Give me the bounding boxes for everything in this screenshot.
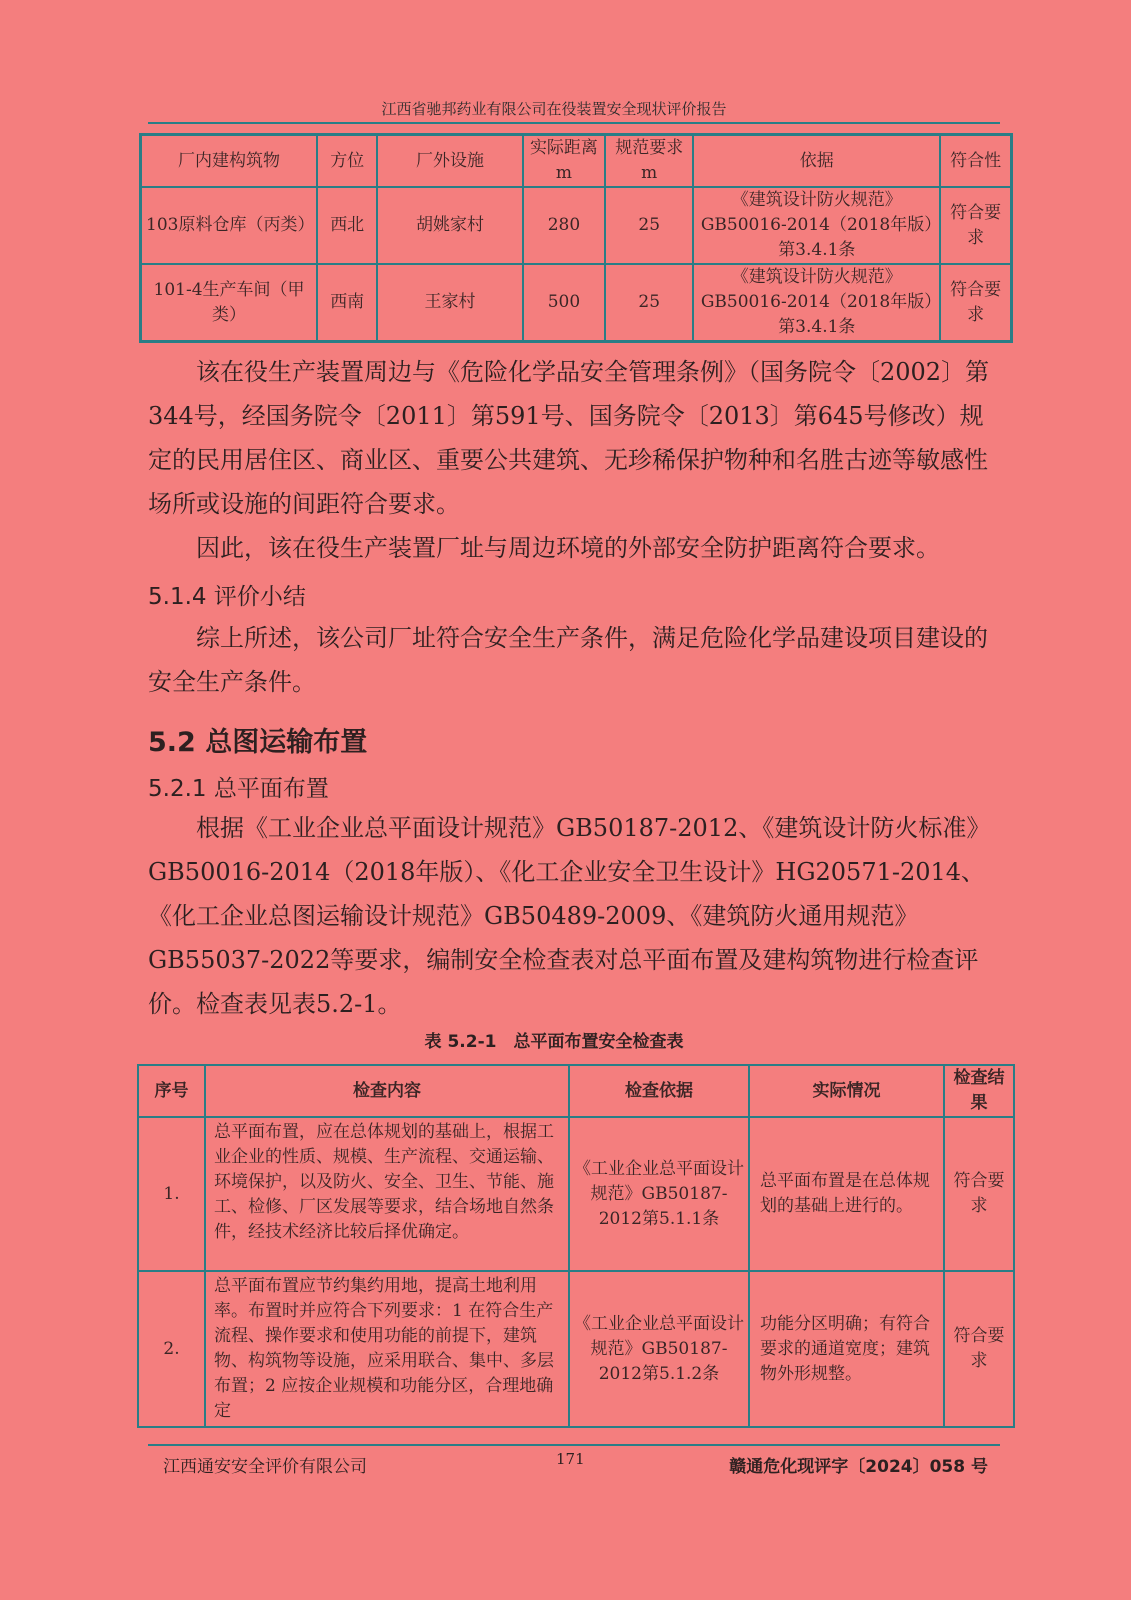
- cell-building: 103原料仓库（丙类）: [141, 187, 318, 264]
- col-header-no: 序号: [138, 1065, 205, 1117]
- col-header-building: 厂内建构筑物: [141, 135, 318, 188]
- header-divider: [148, 122, 1000, 124]
- check-table-header: [138, 1065, 1014, 1117]
- cell-result: 符合要求: [940, 187, 1011, 264]
- cell-basis: 《工业企业总平面设计规范》GB50187-2012第5.1.1条: [569, 1117, 749, 1271]
- cell-actual: 500: [523, 264, 605, 342]
- cell-basis: 《建筑设计防火规范》GB50016-2014（2018年版）第3.4.1条: [693, 187, 940, 264]
- col-header-content: 检查内容: [205, 1065, 569, 1117]
- footer-company: 江西通安安全评价有限公司: [163, 1457, 367, 1477]
- col-header-facility: 厂外设施: [377, 135, 523, 188]
- body-section-2: [148, 616, 1004, 704]
- paragraph: 综上所述，该公司厂址符合安全生产条件，满足危险化学品建设项目建设的安全生产条件。: [148, 624, 988, 696]
- cell-no: 2.: [138, 1271, 205, 1427]
- cell-situation: 功能分区明确；有符合要求的通道宽度；建筑物外形规整。: [749, 1271, 944, 1427]
- footer-document-number: 赣通危化现评字〔2024〕058 号: [729, 1457, 988, 1477]
- col-header-required-distance: 规范要求m: [605, 135, 693, 188]
- cell-content: 总平面布置应节约集约用地，提高土地利用率。布置时并应符合下列要求：1 在符合生产流程、操作要求和使用功能的前提下，建筑物、构筑物等设施，应采用联合、集中、多层布置；2 应按企业规模和功能分区，合理地确定: [205, 1271, 569, 1427]
- page-number: 171: [556, 1450, 585, 1468]
- cell-required: 25: [605, 264, 693, 342]
- cell-basis: 《建筑设计防火规范》GB50016-2014（2018年版）第3.4.1条: [693, 264, 940, 342]
- cell-actual: 280: [523, 187, 605, 264]
- cell-result: 符合要求: [944, 1271, 1014, 1427]
- cell-basis: 《工业企业总平面设计规范》GB50187-2012第5.1.2条: [569, 1271, 749, 1427]
- cell-direction: 西南: [317, 264, 377, 342]
- section-heading-5-2-1: 5.2.1 总平面布置: [148, 776, 329, 802]
- distance-table: [139, 133, 1013, 343]
- table-row: [138, 1271, 1014, 1427]
- table-caption: 表 5.2-1 总平面布置安全检查表: [424, 1032, 684, 1052]
- table-row: [141, 264, 1012, 342]
- col-header-basis: 依据: [693, 135, 940, 188]
- distance-table-header: [141, 135, 1012, 188]
- paragraph: 根据《工业企业总平面设计规范》GB50187-2012、《建筑设计防火标准》GB50016-2014（2018年版）、《化工企业安全卫生设计》HG20571-2014、《化工企业总图运输设计规范》GB50489-2009、《建筑防火通用规范》GB55037-2022等要求，编制安全检查表对总平面布置及建构筑物进行检查评价。检查表见表5.2-1。: [148, 814, 991, 1018]
- paragraph: 该在役生产装置周边与《危险化学品安全管理条例》（国务院令〔2002〕第344号，经国务院令〔2011〕第591号、国务院令〔2013〕第645号修改）规定的民用居住区、商业区、重要公共建筑、无珍稀保护物种和名胜古迹等敏感性场所或设施的间距符合要求。: [148, 358, 990, 518]
- col-header-direction: 方位: [317, 135, 377, 188]
- col-header-situation: 实际情况: [749, 1065, 944, 1117]
- cell-required: 25: [605, 187, 693, 264]
- footer-divider: [148, 1444, 1000, 1446]
- section-heading-5-1-4: 5.1.4 评价小结: [148, 584, 306, 610]
- cell-facility: 王家村: [377, 264, 523, 342]
- cell-facility: 胡姚家村: [377, 187, 523, 264]
- safety-check-table: [137, 1064, 1015, 1428]
- col-header-basis: 检查依据: [569, 1065, 749, 1117]
- cell-content: 总平面布置，应在总体规划的基础上，根据工业企业的性质、规模、生产流程、交通运输、环境保护，以及防火、安全、卫生、节能、施工、检修、厂区发展等要求，结合场地自然条件，经技术经济比较后择优确定。: [205, 1117, 569, 1271]
- cell-direction: 西北: [317, 187, 377, 264]
- body-section-3: [148, 806, 1004, 1026]
- col-header-result: 检查结果: [944, 1065, 1014, 1117]
- cell-building: 101-4生产车间（甲类）: [141, 264, 318, 342]
- cell-situation: 总平面布置是在总体规划的基础上进行的。: [749, 1117, 944, 1271]
- col-header-actual-distance: 实际距离m: [523, 135, 605, 188]
- report-header-title: 江西省驰邦药业有限公司在役装置安全现状评价报告: [381, 100, 727, 118]
- body-section-1: [148, 350, 1004, 570]
- cell-result: 符合要求: [940, 264, 1011, 342]
- section-heading-5-2: 5.2 总图运输布置: [148, 727, 368, 758]
- paragraph: 因此，该在役生产装置厂址与周边环境的外部安全防护距离符合要求。: [196, 534, 940, 562]
- cell-result: 符合要求: [944, 1117, 1014, 1271]
- col-header-compliance: 符合性: [940, 135, 1011, 188]
- cell-no: 1.: [138, 1117, 205, 1271]
- table-row: [141, 187, 1012, 264]
- table-row: [138, 1117, 1014, 1271]
